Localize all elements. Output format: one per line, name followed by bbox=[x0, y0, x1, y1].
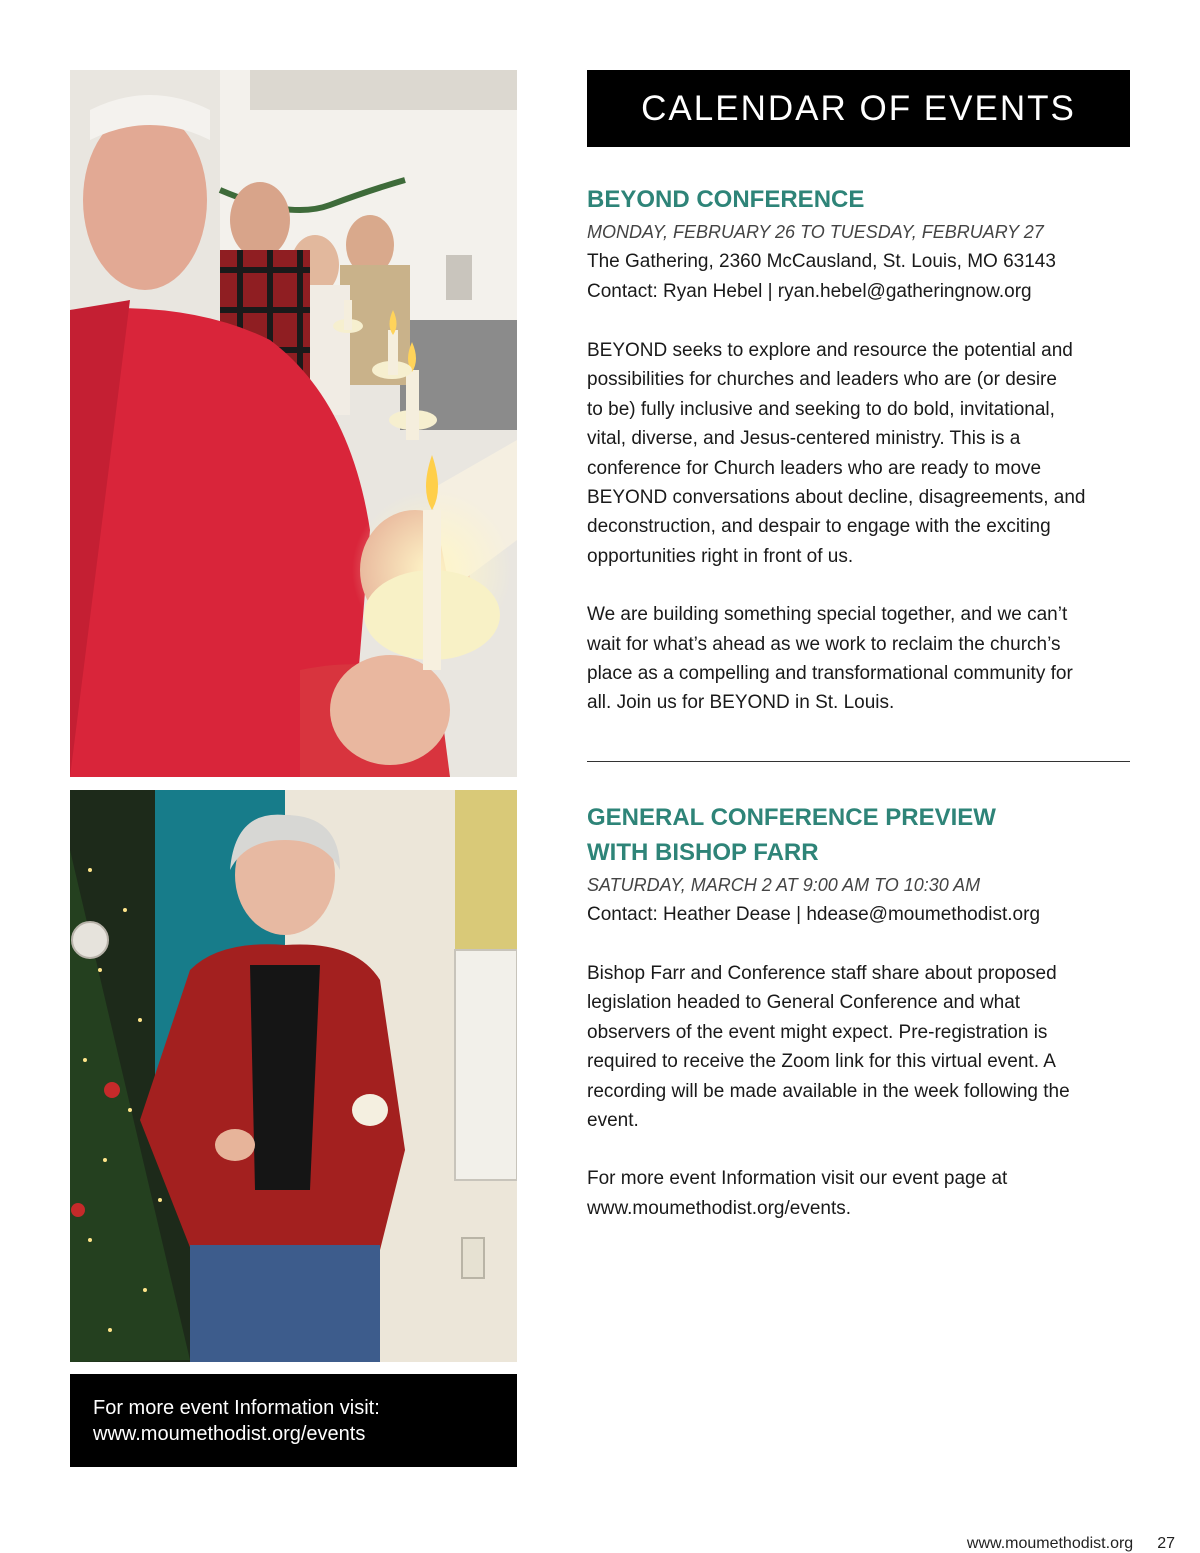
event-more-info bbox=[587, 1164, 1130, 1223]
event-date: MONDAY, FEBRUARY 26 TO TUESDAY, FEBRUARY 27 bbox=[587, 222, 1044, 242]
text-line: legislation headed to General Conference and what bbox=[587, 992, 1021, 1014]
text-line: event. bbox=[587, 1110, 639, 1132]
text-line: For more event Information visit our event page at bbox=[587, 1168, 1008, 1190]
text-line: vital, diverse, and Jesus-centered ministry. This is a bbox=[587, 428, 1021, 450]
section-divider bbox=[587, 761, 1130, 762]
events-link[interactable]: www.moumethodist.org/events. bbox=[587, 1197, 852, 1219]
event-info-box bbox=[70, 1374, 517, 1467]
event-title: GENERAL CONFERENCE PREVIEW bbox=[587, 804, 996, 831]
event-beyond-conference bbox=[587, 183, 1130, 718]
text-line: to be) fully inclusive and seeking to do bold, invitational, bbox=[587, 398, 1055, 420]
event-location: The Gathering, 2360 McCausland, St. Louis, MO 63143 bbox=[587, 251, 1056, 272]
page-footer bbox=[967, 1535, 1175, 1553]
event-date: SATURDAY, MARCH 2 AT 9:00 AM TO 10:30 AM bbox=[587, 875, 981, 895]
woman-in-red-cardigan-photo bbox=[70, 790, 517, 1362]
candlelight-service-photo bbox=[70, 70, 517, 777]
text-line: BEYOND seeks to explore and resource the potential and bbox=[587, 340, 1073, 361]
text-line: opportunities right in front of us. bbox=[587, 545, 854, 567]
event-invitation bbox=[587, 600, 1130, 718]
text-line: all. Join us for BEYOND in St. Louis. bbox=[587, 692, 895, 714]
text-line: recording will be made available in the week following the bbox=[587, 1080, 1070, 1102]
event-contact[interactable]: Contact: Heather Dease | hdease@moumethodist.org bbox=[587, 904, 1041, 925]
footer-website[interactable]: www.moumethodist.org bbox=[966, 1535, 1134, 1552]
info-box-line1: For more event Information visit: bbox=[93, 1397, 380, 1419]
event-description bbox=[587, 336, 1130, 571]
event-title-line2: WITH BISHOP FARR bbox=[587, 839, 819, 866]
text-line: We are building something special together, and we can’t bbox=[587, 604, 1068, 626]
text-line: observers of the event might expect. Pre-registration is bbox=[587, 1021, 1048, 1043]
text-line: wait for what’s ahead as we work to reclaim the church’s bbox=[587, 633, 1061, 655]
text-line: BEYOND conversations about decline, disagreements, and bbox=[587, 487, 1086, 509]
calendar-header bbox=[587, 70, 1130, 147]
event-description bbox=[587, 959, 1130, 1135]
info-box-url[interactable]: www.moumethodist.org/events bbox=[93, 1423, 366, 1445]
event-title: BEYOND CONFERENCE bbox=[587, 186, 865, 213]
event-contact[interactable]: Contact: Ryan Hebel | ryan.hebel@gatheringnow.org bbox=[587, 281, 1032, 302]
page-number: 27 bbox=[1157, 1535, 1175, 1552]
text-line: Bishop Farr and Conference staff share about proposed bbox=[587, 963, 1057, 984]
text-line: conference for Church leaders who are ready to move bbox=[587, 457, 1042, 479]
page-title: CALENDAR OF EVENTS bbox=[641, 88, 1076, 128]
text-line: deconstruction, and despair to engage with the exciting bbox=[587, 516, 1051, 538]
event-general-conference-preview bbox=[587, 800, 1130, 1223]
text-line: place as a compelling and transformational community for bbox=[587, 663, 1073, 685]
text-line: required to receive the Zoom link for this virtual event. A bbox=[587, 1051, 1056, 1073]
text-line: possibilities for churches and leaders who are (or desire bbox=[587, 369, 1057, 391]
